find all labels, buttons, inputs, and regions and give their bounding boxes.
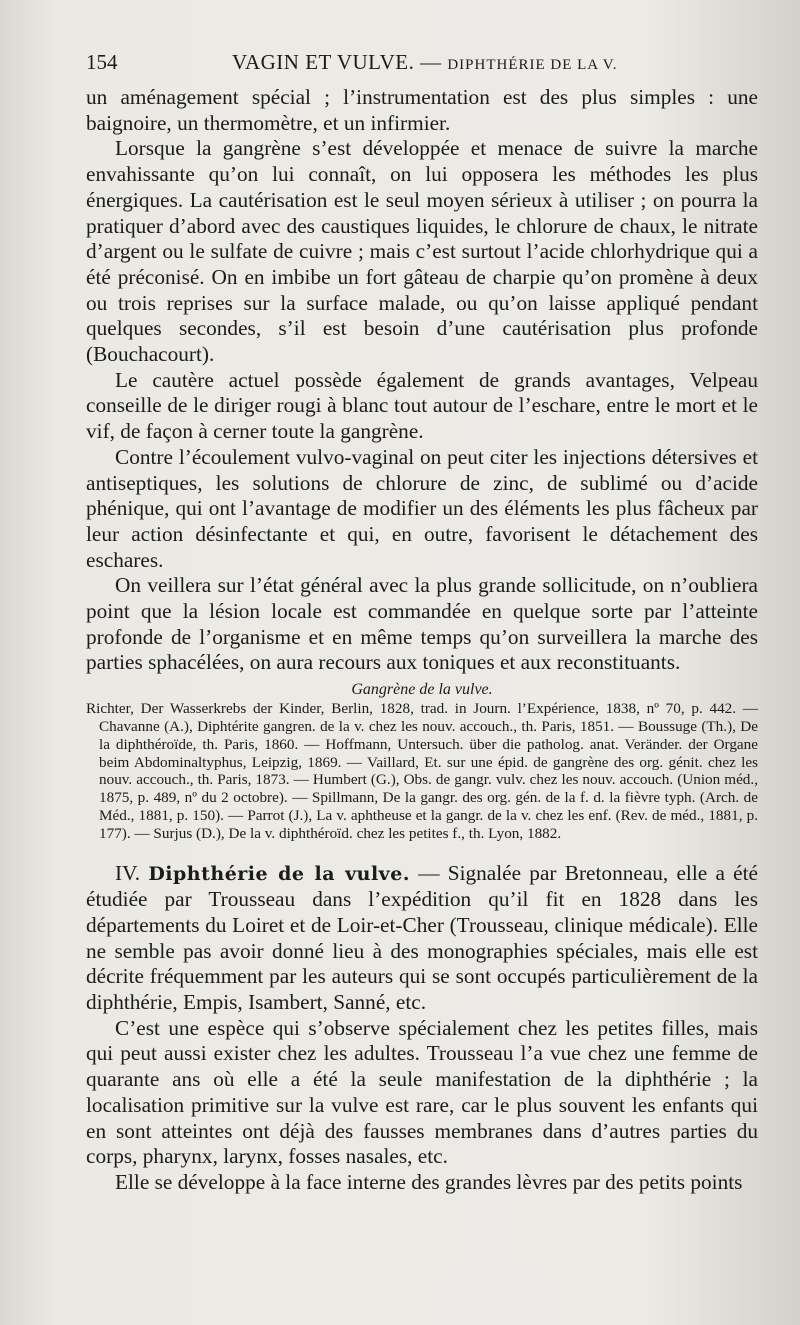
bibliography-text: Richter, Der Wasserkrebs der Kinder, Berlin, 1828, trad. in Journ. l’Expérience, 1838, nº 70, p. 442. — Chavanne (A.), Diphtérite gangren. de la v. chez les nouv. accouch., th. Paris, 1851. — Boussuge (Th.), De la diphthéroïde, th. Paris, 1860. — Hoffmann, Untersuch. über die patholog. anat. Veränder. der Organe beim Abdominaltyphus, Leipzig, 1869. — Vaillard, Et. sur une épid. de gangrène des org. génit. chez les nouv. accouch., th. Paris, 1873. — Humbert (G.), Obs. de gangr. vulv. chez les nouv. accouch. (Union méd., 1875, p. 489, nº du 2 octobre). — Spillmann, De la gangr. des org. gén. de la f. d. la fièvre typh. (Arch. de Méd., 1881, p. 150). — Parrot (J.), La v. aphtheuse et la gangr. de la v. chez les enf. (Rev. de méd., 1881, p. 177). — Surjus (D.), De la v. diphthéroïd. chez les petites f., th. Lyon, 1882. [86,700,758,842]
page-header [86,48,758,79]
paragraph: On veillera sur l’état général avec la plus grande sollicitude, on n’oubliera point que la lésion locale est commandée en quelque sorte par l’atteinte profonde de l’organisme et en même temps qu’on surveillera la marche des parties sphacélées, on aura recours aux toniques et aux reconstituants. [86,573,758,675]
page-number: 154 [86,50,118,74]
running-title-main: VAGIN ET VULVE. — [232,50,442,74]
running-title [232,48,617,79]
section-heading: Diphthérie de la vulve. [148,862,410,885]
paragraph: un aménagement spécial ; l’instrumentation est des plus simples : une baignoire, un thermomètre, et un infirmier. [86,85,758,135]
paragraph: Le cautère actuel possède également de grands avantages, Velpeau conseille de le diriger rougi à blanc tout autour de l’eschare, entre le mort et le vif, de façon à cerner toute la gangrène. [86,367,758,444]
paragraph: C’est une espèce qui s’observe spécialement chez les petites filles, mais qui peut aussi exister chez les adultes. Trousseau l’a vue chez une femme de quarante ans où elle a été la seule manifestation de la diphthérie ; la localisation primitive sur la vulve est rare, car le plus souvent les enfants qui en sont atteintes ont déjà des fausses membranes dans d’autres parties du corps, pharynx, larynx, fosses nasales, etc. [86,1015,758,1169]
running-title-sub: DIPHTHÉRIE DE LA V. [447,57,618,73]
bibliography-title: Gangrène de la vulve. [351,681,493,699]
paragraph: Contre l’écoulement vulvo-vaginal on peut citer les injections détersives et antiseptiques, les solutions de chlorure de zinc, de sublimé ou d’acide phénique, qui ont l’avantage de modifier un des éléments les plus fâcheux par leur action désinfectante et qui, en outre, favorisent le détachement des eschares. [86,444,758,572]
section-numeral: IV. [115,860,141,885]
paragraph: Lorsque la gangrène s’est développée et menace de suivre la marche envahissante qu’on lui connaît, on lui opposera les méthodes les plus énergiques. La cautérisation est le seul moyen sérieux à utiliser ; on pourra la pratiquer d’abord avec des caustiques liquides, le chlorure de chaux, le nitrate d’argent ou le sulfate de cuivre ; mais c’est surtout l’acide chlorhydrique qui a été préconisé. On en imbibe un fort gâteau de charpie qu’on promène à deux ou trois reprises sur la surface malade, ou qu’on laisse appliqué pendant quelques secondes, s’il est besoin d’une cautérisation plus profonde (Bouchacourt). [86,136,758,367]
section-iv-paragraph [86,861,758,1016]
body-text [86,85,758,1196]
section-intro: — Signalée par Bretonneau, elle a été étudiée par Trousseau dans l’expédition qu’il fit en 1828 dans les départements du Loiret et de Loir-et-Cher (Trousseau, clinique médicale). Elle ne semble pas avoir donné lieu à des monographies spéciales, mais elle est décrite fréquemment par les auteurs qui se sont occupés particulièrement de la diphthérie, Empis, Isambert, Sanné, etc. [86,860,758,1015]
paragraph: Elle se développe à la face interne des grandes lèvres par des petits points [115,1169,743,1194]
